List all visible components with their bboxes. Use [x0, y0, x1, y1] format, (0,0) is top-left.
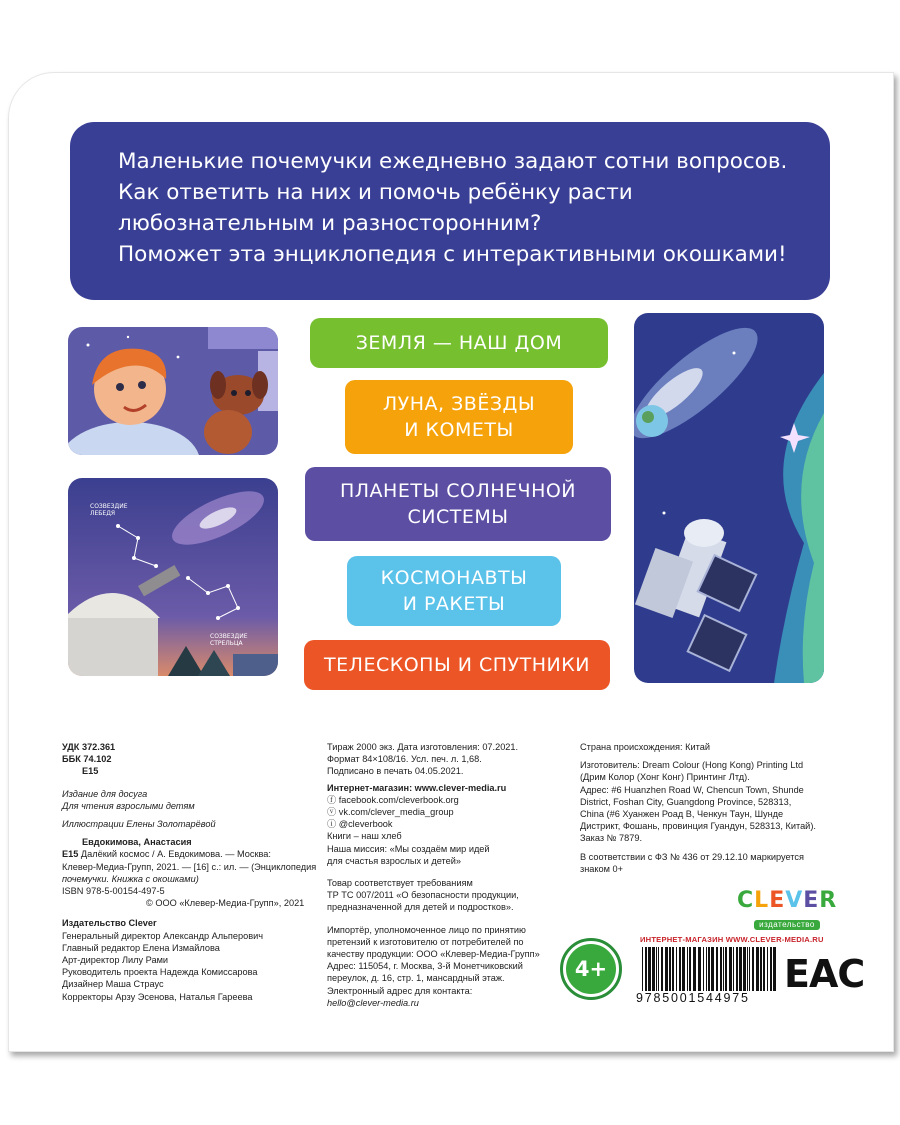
law-1: В соответствии с ФЗ № 436 от 29.12.10 маркируется	[580, 851, 804, 862]
barcode-bar	[645, 947, 647, 991]
staff-4: Руководитель проекта Надежда Комиссарова	[62, 967, 258, 978]
constellation-top-line2: ЛЕБЕДЯ	[90, 510, 116, 517]
country-of-origin: Страна происхождения: Китай	[580, 742, 710, 752]
instagram-icon: ⓘ	[327, 819, 337, 830]
biblio-line-2: Клевер-Медиа-Групп, 2021. — [16] с.: ил. — (Энциклопедия	[62, 861, 317, 872]
barcode-bar	[661, 947, 663, 991]
biblio-line-3: почемучки. Книжка с окошками)	[62, 873, 199, 884]
constellation-label-bottom	[210, 633, 248, 647]
classification-code: Е15	[82, 766, 99, 777]
importer-5: переулок, д. 16, стр. 1, мансардный этаж.	[327, 973, 505, 984]
facebook-link: facebook.com/cleverbook.org	[338, 794, 459, 805]
barcode-bar	[689, 947, 691, 991]
mission-2: для счастья взрослых и детей»	[327, 855, 461, 866]
compliance-1: Товар соответствует требованиям	[327, 878, 473, 889]
compliance-3: предназначенной для детей и подростков».	[327, 902, 514, 913]
intro-line-3: любознательным и разносторонним?	[118, 211, 542, 236]
section-moon-stars	[345, 380, 573, 454]
print-info-2: Формат 84×108/16. Усл. печ. л. 1,68.	[327, 754, 482, 765]
section-telescopes	[304, 640, 610, 690]
clever-logo	[737, 890, 837, 931]
barcode-number: 9785001544975	[636, 991, 750, 1005]
section-planets-label: ПЛАНЕТЫ СОЛНЕЧНОЙ СИСТЕМЫ	[339, 480, 577, 528]
barcode-bar	[687, 947, 688, 991]
barcode	[640, 947, 776, 991]
constellation-top-line1: СОЗВЕЗДИЕ	[90, 503, 128, 510]
edition-audience: Для чтения взрослыми детям	[62, 800, 195, 811]
importer-4: Адрес: 115054, г. Москва, 3-й Монетчиковский	[327, 961, 523, 972]
imprint-middle	[327, 741, 540, 1009]
illustration-observatory	[68, 478, 278, 676]
staff-5: Дизайнер Маша Страус	[62, 979, 164, 990]
biblio-line-1: Далёкий космос / А. Евдокимова. — Москва:	[80, 849, 271, 860]
barcode-bar	[747, 947, 748, 991]
maker-3: Адрес: #6 Huanzhen Road W, Chencun Town, Shunde	[580, 784, 804, 795]
barcode-bar	[725, 947, 727, 991]
compliance-2: ТР ТС 007/2011 «О безопасности продукции,	[327, 890, 519, 901]
intro-line-4: Поможет эта энциклопедия с интерактивными окошками!	[118, 242, 787, 267]
imprint-right	[580, 741, 816, 875]
illustration-astronaut-boy	[68, 327, 278, 455]
age-rating-label: 4+	[566, 944, 616, 994]
udk: УДК 372.361	[62, 742, 116, 752]
barcode-bar	[723, 947, 724, 991]
barcode-bar	[733, 947, 734, 991]
shop-banner: ИНТЕРНЕТ-МАГАЗИН WWW.CLEVER-MEDIA.RU	[640, 935, 824, 944]
barcode-bar	[682, 947, 685, 991]
edition-type: Издание для досуга	[62, 788, 148, 799]
intro-banner	[70, 122, 830, 300]
clever-logo-word: CLEVER	[737, 888, 838, 913]
barcode-bar	[720, 947, 722, 991]
maker-5: China (#6 Хуанжен Роад В, Ченкун Таун, Шунде	[580, 809, 784, 820]
barcode-bar	[672, 947, 674, 991]
importer-1: Импортёр, уполномоченное лицо по принятию	[327, 924, 526, 935]
print-info-1: Тираж 2000 экз. Дата изготовления: 07.2021.	[327, 742, 519, 752]
law-2: знаком 0+	[580, 863, 623, 874]
mission-1: Наша миссия: «Мы создаём мир идей	[327, 843, 490, 854]
staff-6: Корректоры Арзу Эсенова, Наталья Гареева	[62, 991, 253, 1002]
section-planets	[305, 467, 611, 541]
eac-mark: EAC	[784, 952, 865, 996]
barcode-bar	[676, 947, 677, 991]
facebook-icon: ⓕ	[327, 794, 337, 805]
barcode-bar	[743, 947, 746, 991]
barcode-bar	[679, 947, 681, 991]
age-rating-badge	[560, 938, 622, 1000]
maker-1: Изготовитель: Dream Colour (Hong Kong) Printing Ltd	[580, 760, 804, 771]
imprint-left	[62, 741, 316, 1003]
slogan: Книги – наш хлеб	[327, 831, 402, 842]
section-cosmonauts	[347, 556, 561, 626]
illustration-space-station	[634, 313, 824, 683]
barcode-bar	[652, 947, 655, 991]
barcode-bar	[711, 947, 714, 991]
maker-4: District, Foshan City, Guangdong Province, 528313,	[580, 796, 792, 807]
order-number: Заказ № 7879.	[580, 833, 643, 844]
staff-1: Генеральный директор Александр Альперович	[62, 930, 263, 941]
barcode-bar	[736, 947, 738, 991]
isbn: ISBN 978-5-00154-497-5	[62, 886, 165, 897]
bbk: ББК 74.102	[62, 754, 112, 765]
constellation-bottom-line2: СТРЕЛЬЦА	[210, 640, 243, 647]
maker-6: Дистрикт, Фошань, провинция Гуандун, 528313, Китай).	[580, 821, 816, 832]
barcode-bar	[729, 947, 732, 991]
biblio-code: Е15	[62, 849, 79, 860]
importer-6: Электронный адрес для контакта:	[327, 985, 473, 996]
intro-line-1: Маленькие почемучки ежедневно задают сотни вопросов.	[118, 149, 788, 174]
publisher: Издательство Clever	[62, 918, 157, 929]
staff-3: Арт-директор Лилу Рами	[62, 955, 169, 966]
illustrator: Иллюстрации Елены Золотарёвой	[62, 819, 216, 830]
barcode-bar	[770, 947, 772, 991]
importer-2: претензий к изготовителю от потребителей по	[327, 936, 524, 947]
intro-line-2: Как ответить на них и помочь ребёнку расти	[118, 180, 633, 205]
section-telescopes-label: ТЕЛЕСКОПЫ И СПУТНИКИ	[324, 654, 590, 676]
barcode-bar	[669, 947, 671, 991]
barcode-bar	[749, 947, 750, 991]
maker-2: (Дрим Колор (Хонг Конг) Принтинг Лтд).	[580, 772, 750, 783]
section-moon-stars-label: ЛУНА, ЗВЁЗДЫ И КОМЕТЫ	[382, 393, 536, 441]
barcode-bar	[703, 947, 704, 991]
section-earth-label: ЗЕМЛЯ — НАШ ДОМ	[355, 332, 563, 354]
barcode-bar	[773, 947, 776, 991]
section-cosmonauts-label: КОСМОНАВТЫ И РАКЕТЫ	[380, 567, 528, 615]
instagram-link: @cleverbook	[338, 819, 393, 830]
barcode-bar	[752, 947, 754, 991]
barcode-bar	[642, 947, 643, 991]
barcode-bar	[760, 947, 762, 991]
clever-logo-sub: издательство	[754, 920, 820, 930]
barcode-bar	[648, 947, 651, 991]
barcode-bar	[693, 947, 696, 991]
vk-link: vk.com/clever_media_group	[338, 807, 454, 818]
constellation-bottom-line1: СОЗВЕЗДИЕ	[210, 633, 248, 640]
section-earth	[310, 318, 608, 368]
barcode-bar	[698, 947, 701, 991]
author: Евдокимова, Анастасия	[82, 837, 192, 848]
importer-3: качеству продукции: ООО «Клевер-Медиа-Групп»	[327, 949, 540, 960]
barcode-bar	[763, 947, 765, 991]
barcode-bar	[658, 947, 659, 991]
print-info-3: Подписано в печать 04.05.2021.	[327, 766, 464, 777]
barcode-bar	[767, 947, 768, 991]
online-shop: Интернет-магазин: www.clever-media.ru	[327, 782, 507, 793]
barcode-bar	[665, 947, 668, 991]
barcode-bar	[739, 947, 742, 991]
staff-2: Главный редактор Елена Измайлова	[62, 942, 220, 953]
barcode-bar	[756, 947, 759, 991]
barcode-bar	[656, 947, 657, 991]
copyright: © ООО «Клевер-Медиа-Групп», 2021	[146, 898, 305, 909]
barcode-bar	[708, 947, 710, 991]
barcode-bar	[706, 947, 707, 991]
barcode-bar	[716, 947, 718, 991]
contact-email: hello@clever-media.ru	[327, 997, 419, 1008]
vk-icon: ⓥ	[327, 807, 337, 818]
